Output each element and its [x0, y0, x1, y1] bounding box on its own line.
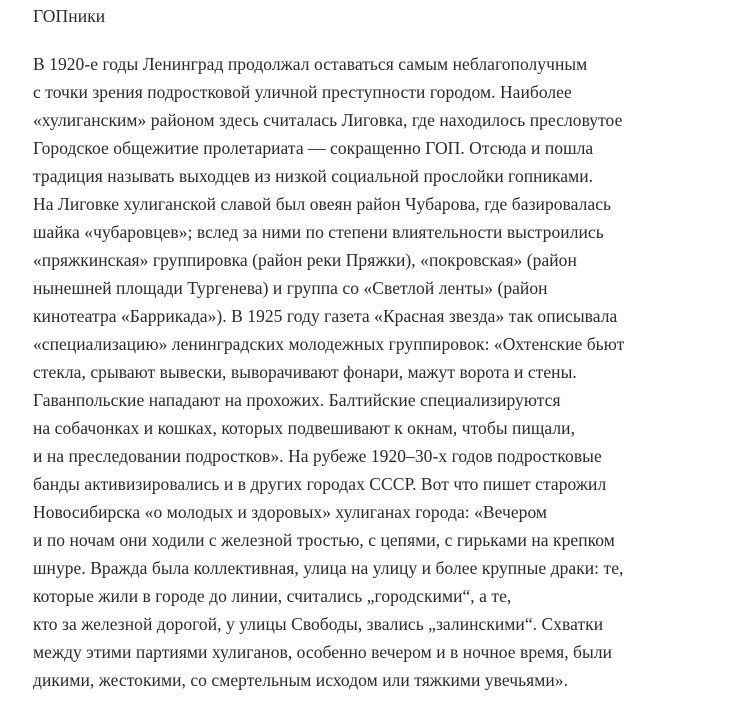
paragraph-line: с точки зрения подростковой уличной преступности городом. Наиболее: [33, 82, 572, 102]
article-title: ГОПники: [33, 6, 106, 26]
paragraph-line: шнуре. Вражда была коллективная, улица на улицу и более крупные драки: те,: [33, 558, 624, 578]
paragraph-line: дикими, жестокими, со смертельным исходом или тяжкими увечьями».: [33, 670, 569, 690]
paragraph-line: которые жили в городе до линии, считались „городскими“, а те,: [33, 586, 512, 606]
paragraph-line: В 1920-е годы Ленинград продолжал оставаться самым неблагополучным: [33, 54, 588, 74]
paragraph-line: кто за железной дорогой, у улицы Свободы, звались „залинскими“. Схватки: [33, 614, 604, 634]
paragraph-line: стекла, срывают вывески, выворачивают фонари, мажут ворота и стены.: [33, 362, 577, 382]
article: [33, 0, 723, 694]
paragraph-line: «хулиганским» районом здесь считалась Лиговка, где находилось пресловутое: [33, 110, 623, 130]
paragraph-line: кинотеатра «Баррикада»). В 1925 году газета «Красная звезда» так описывала: [33, 306, 618, 326]
paragraph-line: банды активизировались и в других городах СССР. Вот что пишет старожил: [33, 474, 607, 494]
paragraph-line: и по ночам они ходили с железной тростью, с цепями, с гирьками на крепком: [33, 530, 615, 550]
paragraph-line: и на преследовании подростков». На рубеже 1920–30-х годов подростковые: [33, 446, 602, 466]
paragraph-line: между этими партиями хулиганов, особенно вечером и в ночное время, были: [33, 642, 613, 662]
paragraph-line: На Лиговке хулиганской славой был овеян район Чубарова, где базировалась: [33, 194, 612, 214]
paragraph-line: Городское общежитие пролетариата — сокращенно ГОП. Отсюда и пошла: [33, 138, 594, 158]
paragraph-line: «специализацию» ленинградских молодежных группировок: «Охтенские бьют: [33, 334, 625, 354]
paragraph-line: нынешней площади Тургенева) и группа со «Светлой ленты» (район: [33, 278, 548, 298]
paragraph-line: «пряжкинская» группировка (район реки Пряжки), «покровская» (район: [33, 250, 577, 270]
paragraph-line: на собачонках и кошках, которых подвешивают к окнам, чтобы пищали,: [33, 418, 575, 438]
paragraph-line: шайка «чубаровцев»; вслед за ними по степени влиятельности выстроились: [33, 222, 604, 242]
paragraph-line: традиция называть выходцев из низкой социальной прослойки гопниками.: [33, 166, 594, 186]
paragraph-line: Гаванпольские нападают на прохожих. Балтийские специализируются: [33, 390, 561, 410]
paragraph-line: Новосибирска «о молодых и здоровых» хулиганах города: «Вечером: [33, 502, 548, 522]
article-paragraph: [33, 50, 723, 694]
